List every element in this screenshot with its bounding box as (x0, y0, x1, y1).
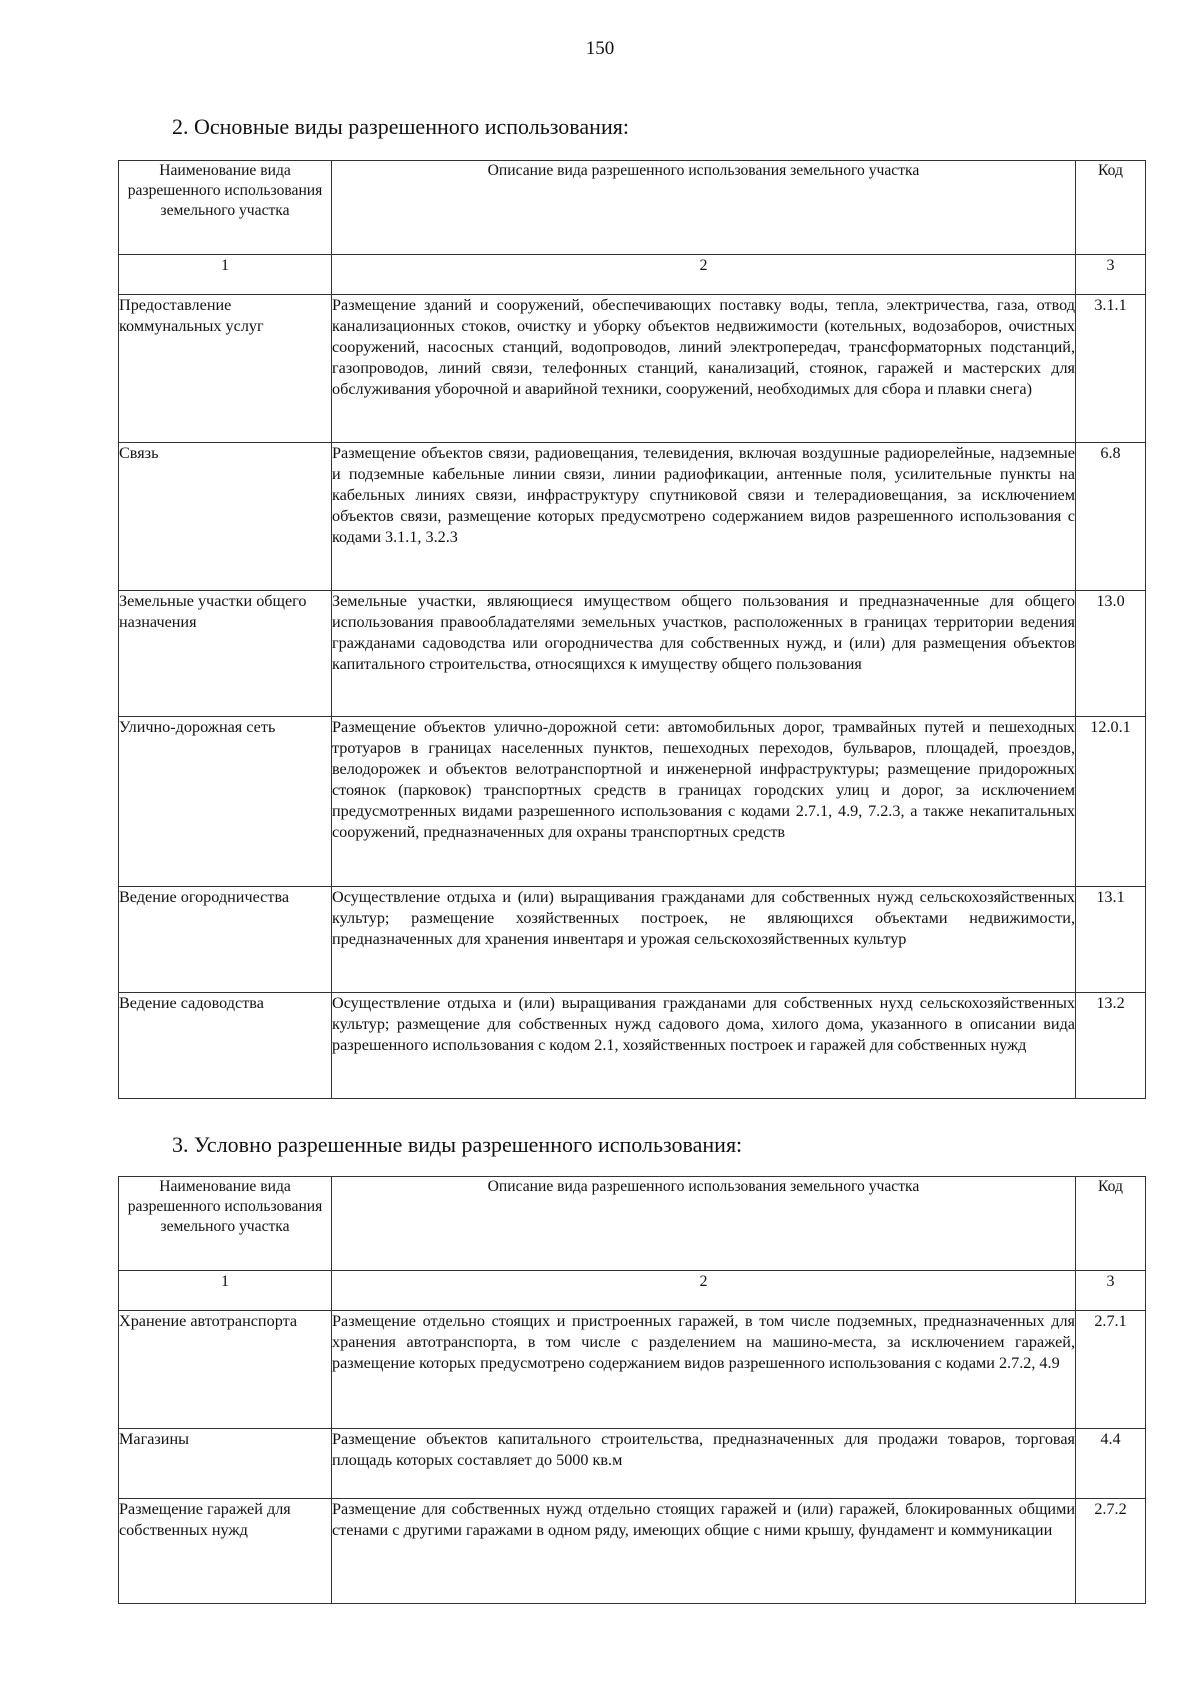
use-description: Размещение объектов улично-дорожной сети: автомобильных дорог, трамвайных путей и пешеходных тротуаров в границах населенных пунктов, пешеходных переходов, бульваров, площадей, проездов, велодорожек и объектов велотранспортной и инженерной инфраструктуры; размещение придорожных стоянок (парковок) транспортных средств в границах городских улиц и дорог, за исключением предусмотренных видами разрешенного использования с кодами 2.7.1, 4.9, 7.2.3, а также некапитальных сооружений, предназначенных для охраны транспортных средств (332, 717, 1076, 887)
table-row (119, 1311, 1146, 1429)
column-number: 3 (1076, 255, 1146, 295)
use-name: Связь (119, 443, 332, 591)
use-name: Улично-дорожная сеть (119, 717, 332, 887)
use-name: Хранение автотранспорта (119, 1311, 332, 1429)
use-code: 4.4 (1076, 1429, 1146, 1499)
main-uses-table (118, 160, 1146, 1099)
column-header-name: Наименование вида разрешенного использования земельного участка (119, 161, 332, 255)
column-number-row (119, 255, 1146, 295)
table-row (119, 1429, 1146, 1499)
table-row (119, 993, 1146, 1099)
use-description: Размещение объектов капитального строительства, предназначенных для продажи товаров, торговая площадь которых составляет до 5000 кв.м (332, 1429, 1076, 1499)
column-header-description: Описание вида разрешенного использования земельного участка (332, 1177, 1076, 1271)
column-number: 2 (332, 1271, 1076, 1311)
page-number: 150 (585, 38, 615, 59)
column-number-row (119, 1271, 1146, 1311)
table-row (119, 717, 1146, 887)
conditional-uses-table (118, 1176, 1146, 1604)
use-name: Земельные участки общего назначения (119, 591, 332, 717)
column-number: 1 (119, 1271, 332, 1311)
use-name: Предоставление коммунальных услуг (119, 295, 332, 443)
section-heading-main-uses: 2. Основные виды разрешенного использования: (172, 114, 629, 139)
use-code: 3.1.1 (1076, 295, 1146, 443)
column-header-name: Наименование вида разрешенного использования земельного участка (119, 1177, 332, 1271)
use-description: Размещение для собственных нужд отдельно стоящих гаражей и (или) гаражей, блокированных общими стенами с другими гаражами в одном ряду, имеющих общие с ними крышу, фундамент и коммуникации (332, 1499, 1076, 1604)
column-header-code: Код (1076, 161, 1146, 255)
table-row (119, 1499, 1146, 1604)
use-description: Размещение объектов связи, радиовещания, телевидения, включая воздушные радиорелейные, надземные и подземные кабельные линии связи, линии радиофикации, антенные поля, усилительные пункты на кабельных линиях связи, инфраструктуру спутниковой связи и телерадиовещания, за исключением объектов связи, размещение которых предусмотрено содержанием видов разрешенного использования с кодами 3.1.1, 3.2.3 (332, 443, 1076, 591)
use-name: Ведение садоводства (119, 993, 332, 1099)
column-header-code: Код (1076, 1177, 1146, 1271)
table-header-row (119, 161, 1146, 255)
use-name: Ведение огородничества (119, 887, 332, 993)
table-header-row (119, 1177, 1146, 1271)
table-row (119, 591, 1146, 717)
use-description: Земельные участки, являющиеся имуществом общего пользования и предназначенные для общего использования правообладателями земельных участков, расположенных в границах территории ведения гражданами садоводства или огородничества для собственных нужд, и (или) для размещения объектов капитального строительства, относящихся к имуществу общего пользования (332, 591, 1076, 717)
use-code: 2.7.2 (1076, 1499, 1146, 1604)
use-description: Осуществление отдыха и (или) выращивания гражданами для собственных нужд сельскохозяйственных культур; размещение хозяйственных построек, не являющихся объектами недвижимости, предназначенных для хранения инвентаря и урожая сельскохозяйственных культур (332, 887, 1076, 993)
section-heading-conditional-uses: 3. Условно разрешенные виды разрешенного использования: (172, 1132, 743, 1157)
use-code: 13.1 (1076, 887, 1146, 993)
use-code: 13.0 (1076, 591, 1146, 717)
use-name: Размещение гаражей для собственных нужд (119, 1499, 332, 1604)
column-header-description: Описание вида разрешенного использования земельного участка (332, 161, 1076, 255)
use-code: 13.2 (1076, 993, 1146, 1099)
table-row (119, 887, 1146, 993)
use-code: 6.8 (1076, 443, 1146, 591)
table-row (119, 295, 1146, 443)
use-description: Размещение отдельно стоящих и пристроенных гаражей, в том числе подземных, предназначенных для хранения автотранспорта, в том числе с разделением на машино-места, за исключением гаражей, размещение которых предусмотрено содержанием видов разрешенного использования с кодами 2.7.2, 4.9 (332, 1311, 1076, 1429)
column-number: 3 (1076, 1271, 1146, 1311)
use-name: Магазины (119, 1429, 332, 1499)
use-description: Осуществление отдыха и (или) выращивания гражданами для собственных нухд сельскохозяйственных культур; размещение для собственных нужд садового дома, хилого дома, указанного в описании вида разрешенного использования с кодом 2.1, хозяйственных построек и гаражей для собственных нужд (332, 993, 1076, 1099)
column-number: 2 (332, 255, 1076, 295)
use-description: Размещение зданий и сооружений, обеспечивающих поставку воды, тепла, электричества, газа, отвод канализационных стоков, очистку и уборку объектов недвижимости (котельных, водозаборов, очистных сооружений, насосных станций, водопроводов, линий электропередач, трансформаторных подстанций, газопроводов, линий связи, телефонных станций, канализаций, стоянок, гаражей и мастерских для обслуживания уборочной и аварийной техники, сооружений, необходимых для сбора и плавки снега) (332, 295, 1076, 443)
use-code: 12.0.1 (1076, 717, 1146, 887)
column-number: 1 (119, 255, 332, 295)
use-code: 2.7.1 (1076, 1311, 1146, 1429)
table-row (119, 443, 1146, 591)
